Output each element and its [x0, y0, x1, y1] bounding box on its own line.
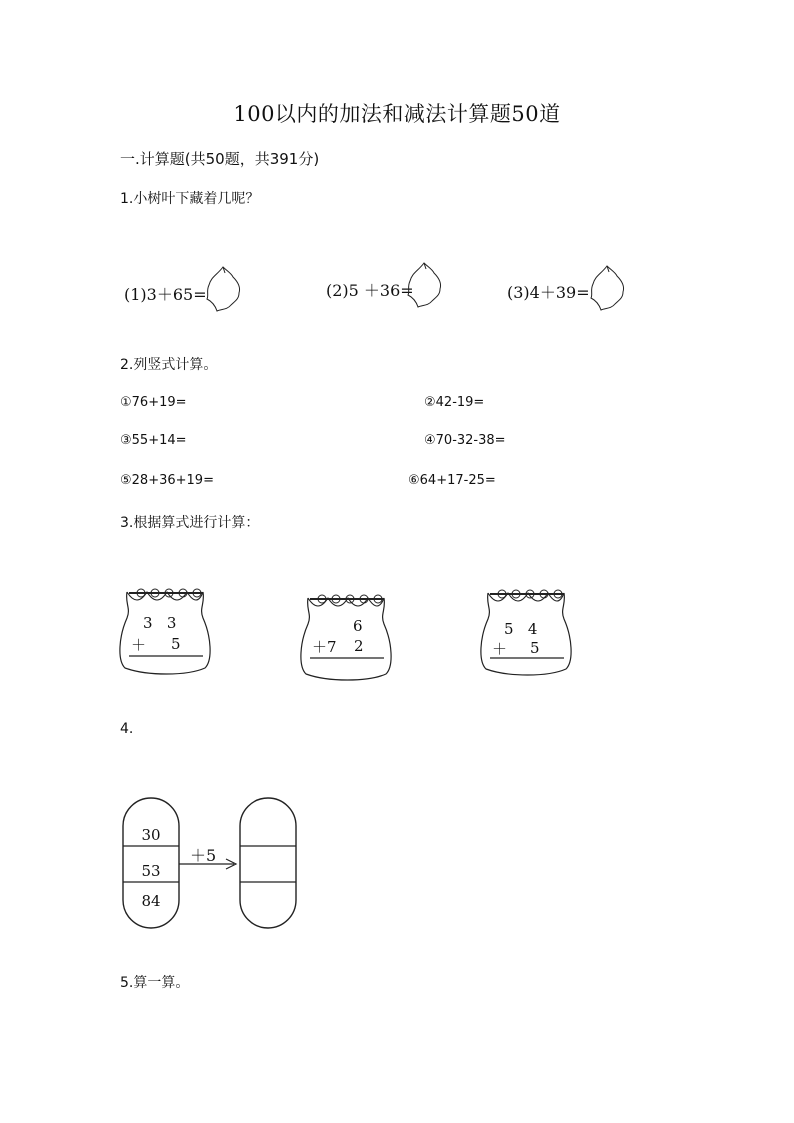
- input-value-3: 84: [141, 892, 161, 910]
- q2-item-3: ③55+14=: [120, 433, 187, 448]
- pot-bottom-digit: 5: [530, 639, 540, 657]
- question-1-prompt: 1.小树叶下藏着几呢？: [120, 191, 260, 207]
- pot-bottom-digit: 5: [171, 635, 181, 653]
- leaf-icon: [203, 265, 243, 313]
- plus-sign: ＋: [131, 636, 147, 654]
- q2-item-4: ④70-32-38=: [424, 433, 506, 448]
- question-3-prompt: 3.根据算式进行计算：: [120, 515, 260, 531]
- q2-item-2: ②42-19=: [424, 395, 485, 410]
- question-4-prompt: 4.: [120, 721, 134, 737]
- pot-figure-1: [117, 584, 217, 684]
- section-heading: 一.计算题(共50题，共391分): [120, 150, 320, 168]
- q2-item-1: ①76+19=: [120, 395, 187, 410]
- pot-figure-3: [478, 585, 578, 685]
- pot-bottom-digit: 2: [354, 637, 364, 655]
- pot-top-digits: 5 4: [504, 620, 538, 638]
- plus-sign: ＋7: [312, 638, 337, 656]
- q1-expression-2: (2)5 ＋36=: [326, 281, 414, 300]
- leaf-icon: [404, 261, 444, 309]
- input-value-2: 53: [141, 862, 161, 880]
- pot-top-digits: 3 3: [143, 614, 177, 632]
- page-title: 100以内的加法和减法计算题50道: [233, 102, 561, 126]
- question-2-prompt: 2.列竖式计算。: [120, 357, 218, 373]
- operation-label: ＋5: [190, 846, 217, 865]
- q2-item-5: ⑤28+36+19=: [120, 473, 214, 488]
- q2-item-6: ⑥64+17-25=: [408, 473, 496, 488]
- plus-sign: ＋: [492, 640, 508, 658]
- leaf-icon: [587, 264, 627, 312]
- q1-expression-3: (3)4＋39=: [507, 283, 590, 302]
- pot-figure-2: [298, 590, 398, 690]
- q1-expression-1: (1)3＋65=: [124, 285, 207, 304]
- question-5-prompt: 5.算一算。: [120, 975, 190, 991]
- pot-top-digits: 6: [353, 617, 363, 635]
- input-value-1: 30: [141, 826, 161, 844]
